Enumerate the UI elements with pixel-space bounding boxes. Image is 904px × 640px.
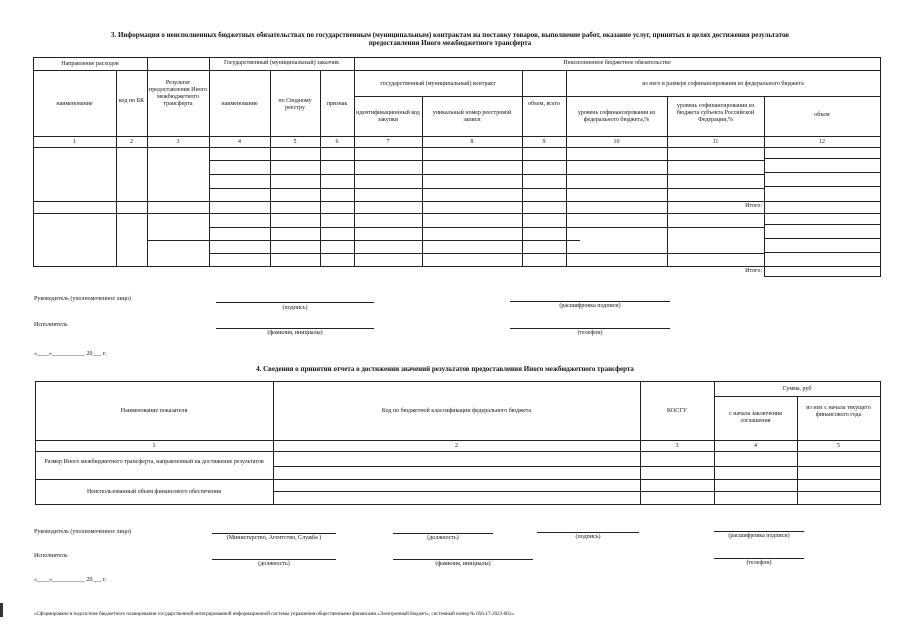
t4-col-num-5: 5 <box>837 443 840 449</box>
t4-col-num-3: 3 <box>675 443 679 449</box>
section3-title-line2: предоставления Иного межбюджетного трансферта <box>368 39 532 47</box>
sig2-position-caption-2: (должность) <box>258 561 290 567</box>
itogo-2: Итого: <box>745 268 762 274</box>
hdr-expense: Направление расходов <box>61 61 119 67</box>
sig1-decode-caption: (расшифровка подписи) <box>559 303 621 309</box>
hdr-result: Результат предоставления Иного межбюджетного трансферта <box>149 80 207 107</box>
hdr-volume: объем, всего <box>528 101 560 107</box>
section3-title-line1: 3. Информация о неисполненных бюджетных обязательствах по государственным (муниципальным) контрактам на поставку товаров, выполнение работ, оказание услуг, принятых в целях достижения результатов <box>110 31 790 39</box>
sig1-fio-caption: (фамилия, инициалы) <box>267 330 323 336</box>
sig1-sign-caption: (подпись) <box>282 305 308 311</box>
col-num-11: 11 <box>712 139 719 145</box>
hdr-unique: уникальный номер реестровой записи <box>432 110 512 123</box>
hdr-obligation: Неисполненное бюджетное обязательство <box>563 60 671 66</box>
hdr-ikz: идентификационный код закупки <box>356 110 420 123</box>
t4-hdr-sum: Сумма, руб <box>782 386 812 392</box>
col-num-7: 7 <box>386 139 390 145</box>
sig1-phone-caption: (телефон) <box>577 330 603 336</box>
t4-hdr-indicator: Наименование показателя <box>120 408 188 414</box>
col-num-4: 4 <box>238 139 241 145</box>
col-num-5: 5 <box>293 139 297 145</box>
hdr-cust-name: наименование <box>221 101 258 107</box>
section4-title: 4. Сведения о принятии отчета о достижении значений результатов предоставления Иного межбюджетного трансферта <box>256 365 634 373</box>
hdr-cust-sign: признак <box>326 101 348 107</box>
hdr-level-fed: уровень софинансирования из федерального бюджета,% <box>577 110 656 123</box>
t4-col-num-1: 1 <box>152 443 156 449</box>
sig2-phone-caption: (телефон) <box>746 560 772 566</box>
sig2-decode-caption: (расшифровка подписи) <box>728 533 790 539</box>
col-num-8: 8 <box>470 139 474 145</box>
sig1-head: Руководитель (уполномоченное лицо) <box>34 296 131 302</box>
hdr-kbk: код по БК <box>118 98 145 104</box>
hdr-amount: объем <box>814 112 830 118</box>
col-num-6: 6 <box>335 139 339 145</box>
col-num-12: 12 <box>819 139 825 145</box>
sig2-fio-caption: (фамилия, инициалы) <box>435 561 491 567</box>
hdr-cofin: из него в размере софинансирования из федерального бюджета <box>642 81 804 87</box>
t4-hdr-from-year: из них с начала текущего финансового года <box>806 405 871 418</box>
t4-row2-label: Неиспользованный объем финансового обеспечения <box>86 489 222 495</box>
hdr-contract: государственный (муниципальный) контракт <box>380 81 496 87</box>
sig2-ministry-caption: (Министерство, Агентство, Служба ) <box>226 535 322 541</box>
col-num-3: 3 <box>176 139 180 145</box>
sig2-position-caption: (должность) <box>427 535 459 541</box>
t4-hdr-from-start: с начала заключения соглашения <box>729 411 782 424</box>
col-num-9: 9 <box>542 139 546 145</box>
scan-edge-mark <box>0 603 3 617</box>
section3-title <box>40 31 860 47</box>
sig2-sign-caption: (подпись) <box>575 534 601 540</box>
itogo-1: Итого: <box>745 203 762 209</box>
sig1-date: «____»___________ 20___ г. <box>34 351 107 357</box>
hdr-customer: Государственный (муниципальный) заказчик <box>223 60 340 66</box>
t4-hdr-kbk: Код по бюджетной классификации федерального бюджета <box>381 408 532 414</box>
sig1-executor: Исполнитель <box>34 322 68 328</box>
sig2-date: «____»___________ 20___ г. <box>34 577 107 583</box>
hdr-cust-reg: по Сводному реестру <box>278 98 312 111</box>
col-num-1: 1 <box>73 139 76 145</box>
sig2-executor: Исполнитель <box>34 553 68 559</box>
t4-col-num-2: 2 <box>455 443 458 449</box>
t4-col-num-4: 4 <box>754 443 757 449</box>
sig2-head: Руководитель (уполномоченное лицо) <box>34 529 131 535</box>
t4-hdr-kosgu: КОСГУ <box>667 408 687 414</box>
col-num-2: 2 <box>130 139 133 145</box>
col-num-10: 10 <box>613 139 620 145</box>
hdr-name: наименование <box>56 101 93 107</box>
hdr-level-subj: уровень софинансирования из бюджета субъекта Российской Федерации,% <box>676 103 755 123</box>
t4-row1-label: Размер Иного межбюджетного трансферта, направленный на достижение результатов <box>44 459 264 465</box>
footer-note: «Сформировано в подсистеме бюджетного планирования государственной интегрированной информационной системы управления общественными финансами «Электронный бюджет», системный номер № 056-17-2023-081». <box>34 612 515 617</box>
